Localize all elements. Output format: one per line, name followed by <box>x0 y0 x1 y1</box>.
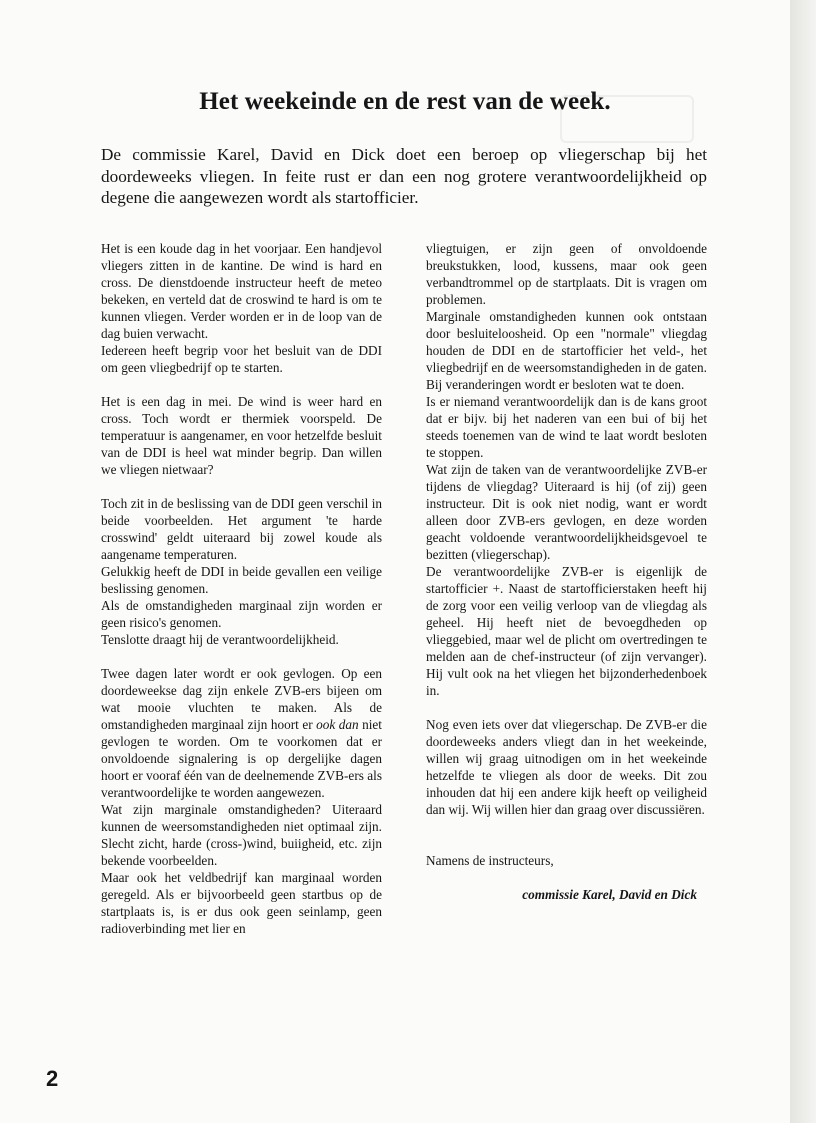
page-edge <box>790 0 816 1123</box>
paragraph <box>426 461 707 563</box>
paragraph-text: Maar ook het veldbedrijf kan marginaal worden geregeld. Als er bijvoorbeeld geen startbus op de startplaats is, is er dus ook geen seinlamp, geen radioverbinding met lier en <box>101 870 382 936</box>
paragraph <box>101 869 382 937</box>
paragraph-text: Tenslotte draagt hij de verantwoordelijkheid. <box>101 632 339 647</box>
paragraph <box>426 240 707 308</box>
paragraph <box>426 393 707 461</box>
paragraph <box>101 597 382 631</box>
article-title: Het weekeinde en de rest van de week. <box>199 88 611 115</box>
article-intro: De commissie Karel, David en Dick doet een beroep op vliegerschap bij het doordeweeks vliegen. In feite rust er dan een nog grotere verantwoordelijkheid op degene die aangewezen wordt als startofficier. <box>101 145 707 207</box>
right-column <box>426 240 707 903</box>
paragraph <box>101 563 382 597</box>
paragraph-text: Gelukkig heeft de DDI in beide gevallen een veilige beslissing genomen. <box>101 564 382 596</box>
emphasis-text: ook dan <box>316 717 359 732</box>
right-column-paragraphs <box>426 240 707 818</box>
paragraph <box>101 393 382 478</box>
paragraph <box>101 240 382 342</box>
paragraph-text: Het is een dag in mei. De wind is weer hard en cross. Toch wordt er thermiek voorspeld. De temperatuur is aangenamer, en voor hetzelfde besluit van de DDI is heel wat minder begrip. Dan willen we vliegen nietwaar? <box>101 394 382 477</box>
paragraph-text: Wat zijn de taken van de verantwoordelijke ZVB-er tijdens de vliegdag? Uiteraard is hij (of zij) geen instructeur. Dit is ook niet nodig, want er wordt alleen door ZVB-ers gevlogen, en deze worden geacht voldoende verantwoordelijkheidsgevoel te bezitten (vliegerschap). <box>426 462 707 562</box>
paragraph <box>101 342 382 376</box>
paragraph-text: Nog even iets over dat vliegerschap. De ZVB-er die doordeweeks anders vliegt dan in het weekeinde, willen wij graag uitnodigen om in het weekeinde hetzelfde te vliegen als door de weeks. Dit zou inhouden dat hij een andere kijk heeft op veiligheid dan wij. Wij willen hier dan graag over discussiëren. <box>426 717 707 817</box>
paragraph-text: Wat zijn marginale omstandigheden? Uiteraard kunnen de weersomstandigheden niet optimaal zijn. Slecht zicht, harde (cross-)wind, buiigheid, etc. zijn bekende voorbeelden. <box>101 802 382 868</box>
paragraph-text: Als de omstandigheden marginaal zijn worden er geen risico's genomen. <box>101 598 382 630</box>
paragraph-text: Twee dagen later wordt er ook gevlogen. Op een doordeweekse dag zijn enkele ZVB-ers bijeen om wat mooie vluchten te maken. Als de omstandigheden marginaal zijn hoort er <box>101 666 382 732</box>
paragraph-text: De verantwoordelijke ZVB-er is eigenlijk de startofficier +. Naast de startofficierstaken heeft hij de zorg voor een veilig verloop van de vliegdag als geheel. Hij heeft niet de bevoegdheden op vlieggebied, maar wel de plicht om overtredingen te melden aan de chef-instructeur (of zijn vervanger). Hij vult ook na het vliegen het bijzonderhedenboek in. <box>426 564 707 698</box>
left-column <box>101 240 382 937</box>
signature-name: commissie Karel, David en Dick <box>522 887 697 902</box>
paragraph-text: Iedereen heeft begrip voor het besluit van de DDI om geen vliegbedrijf op te starten. <box>101 343 382 375</box>
paragraph <box>426 308 707 393</box>
signature-closing: Namens de instructeurs, <box>426 853 554 868</box>
paragraph <box>101 495 382 563</box>
paragraph-text: Marginale omstandigheden kunnen ook ontstaan door besluiteloosheid. Op een "normale" vliegdag houden de DDI en de startofficier het veld-, het vliegbedrijf en de weersomstandigheden in de gaten. Bij veranderingen wordt er besloten wat te doen. <box>426 309 707 392</box>
page-number: 2 <box>46 1066 59 1091</box>
paragraph-text: Toch zit in de beslissing van de DDI geen verschil in beide voorbeelden. Het argument 'te harde crosswind' geldt uiteraard bij zowel koude als aangename temperaturen. <box>101 496 382 562</box>
paragraph <box>426 563 707 699</box>
paragraph <box>101 665 382 801</box>
paragraph <box>101 631 382 648</box>
paragraph-text: vliegtuigen, er zijn geen of onvoldoende breukstukken, lood, kussens, maar ook geen verbandtrommel op de startplaats. Dit is vragen om problemen. <box>426 241 707 307</box>
paragraph <box>426 716 707 818</box>
paragraph-text: Het is een koude dag in het voorjaar. Een handjevol vliegers zitten in de kantine. De wind is hard en cross. De dienstdoende instructeur heeft de meteo bekeken, en verteld dat de croswind te hard is om te kunnen vliegen. Verder worden er in de loop van de dag buien verwacht. <box>101 241 382 341</box>
paragraph-text: Is er niemand verantwoordelijk dan is de kans groot dat er bijv. bij het naderen van een bui of bij het steeds toenemen van de wind te laat wordt besloten te stoppen. <box>426 394 707 460</box>
paragraph-text-continued: niet gevlogen te worden. Om te voorkomen dat er onvoldoende signalering is op dergelijke dagen hoort er vooraf één van de deelnemende ZVB-ers als verantwoordelijke te worden aangewezen. <box>101 717 382 800</box>
paragraph <box>101 801 382 869</box>
